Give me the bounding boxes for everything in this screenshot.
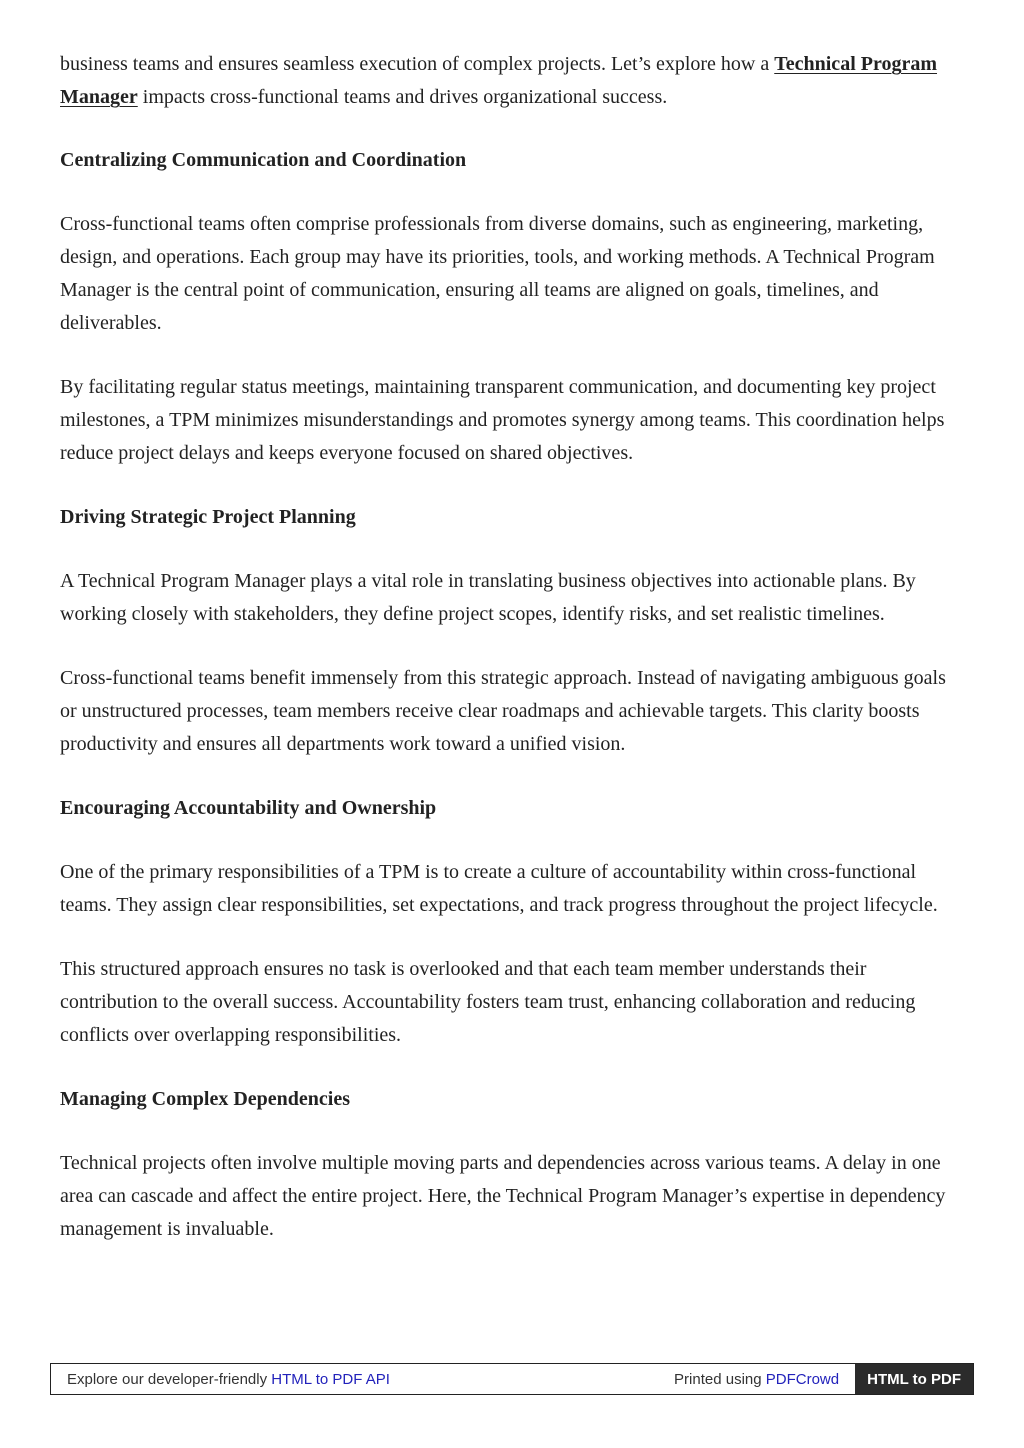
paragraph: One of the primary responsibilities of a TPM is to create a culture of accountability within cross-functional teams. They assign clear responsibilities, set expectations, and track progress throughout the project lifecycle. — [60, 861, 938, 916]
paragraph: Technical projects often involve multiple moving parts and dependencies across various teams. A delay in one area can cascade and affect the entire project. Here, the Technical Program Manager’s expertise in dependency management is invaluable. — [60, 1152, 946, 1240]
html-to-pdf-button[interactable]: HTML to PDF — [855, 1364, 973, 1394]
html-to-pdf-api-link[interactable]: HTML to PDF API — [271, 1370, 390, 1388]
section-heading-planning: Driving Strategic Project Planning — [60, 506, 356, 528]
section-heading-dependencies: Managing Complex Dependencies — [60, 1088, 350, 1110]
technical-program-manager-link[interactable]: Technical Program Manager — [60, 53, 938, 108]
footer-right-text: Printed using — [674, 1370, 766, 1388]
footer-left-text: Explore our developer-friendly — [67, 1370, 272, 1388]
intro-text-before: business teams and ensures seamless execution of complex projects. Let’s explore how a — [60, 53, 775, 75]
article-body — [60, 48, 965, 1277]
paragraph: A Technical Program Manager plays a vital role in translating business objectives into actionable plans. By working closely with stakeholders, they define project scopes, identify risks, and set realistic timelines. — [60, 570, 916, 625]
paragraph: By facilitating regular status meetings, maintaining transparent communication, and documenting key project milestones, a TPM minimizes misunderstandings and promotes synergy among teams. This coordination helps reduce project delays and keeps everyone focused on shared objectives. — [60, 376, 945, 464]
intro-paragraph — [60, 48, 965, 114]
pdfcrowd-link[interactable]: PDFCrowd — [765, 1370, 840, 1388]
pdfcrowd-footer-bar — [50, 1363, 974, 1395]
footer-left — [51, 1371, 674, 1388]
paragraph: This structured approach ensures no task is overlooked and that each team member understands their contribution to the overall success. Accountability fosters team trust, enhancing collaboration and reducing conflicts over overlapping responsibilities. — [60, 958, 916, 1046]
intro-text-after: impacts cross-functional teams and drives organizational success. — [137, 86, 668, 108]
section-heading-communication: Centralizing Communication and Coordination — [60, 149, 467, 171]
footer-right — [674, 1371, 855, 1388]
section-heading-accountability: Encouraging Accountability and Ownership — [60, 797, 437, 819]
paragraph: Cross-functional teams benefit immensely from this strategic approach. Instead of navigating ambiguous goals or unstructured processes, team members receive clear roadmaps and achievable targets. This clarity boosts productivity and ensures all departments work toward a unified vision. — [60, 667, 946, 755]
paragraph: Cross-functional teams often comprise professionals from diverse domains, such as engineering, marketing, design, and operations. Each group may have its priorities, tools, and working methods. A Technical Program Manager is the central point of communication, ensuring all teams are aligned on goals, timelines, and deliverables. — [60, 213, 935, 334]
